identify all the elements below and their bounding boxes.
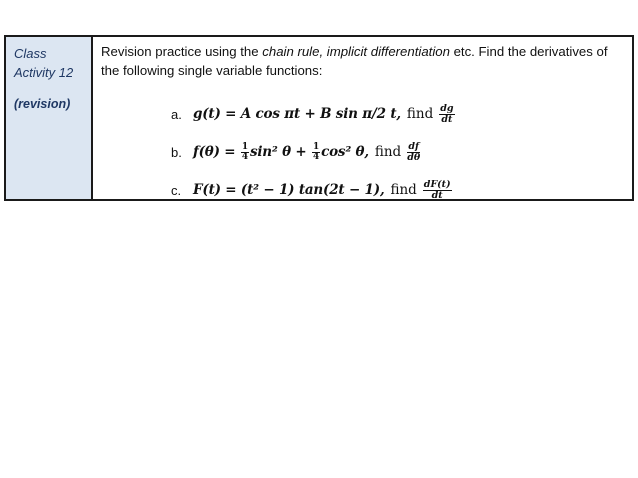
fraction-denominator: dt [441, 113, 453, 125]
function-expression: g(t) = A cos πt + B sin π/2 t, [193, 106, 401, 122]
activity-number-label: Activity 12 [14, 65, 74, 80]
derivative-fraction [407, 142, 420, 163]
exercise-a [171, 95, 455, 133]
exercise-b [171, 133, 455, 171]
intro-separator: , [319, 44, 327, 59]
function-expression [193, 143, 369, 162]
coefficient-fraction [312, 143, 320, 162]
exercise-list [171, 95, 455, 209]
fraction-denominator: dt [431, 189, 443, 201]
fraction-numerator: dF(t) [423, 178, 451, 190]
fraction-numerator: 1 [313, 141, 320, 152]
item-marker: b. [171, 144, 182, 160]
fraction-denominator: 4 [241, 151, 248, 162]
item-marker: c. [171, 182, 182, 198]
revision-label: (revision) [14, 97, 71, 111]
find-word: find [390, 182, 417, 198]
activity-label-cell [6, 37, 93, 199]
class-label: Class [14, 46, 47, 61]
chain-rule-term: chain rule [262, 44, 320, 59]
implicit-diff-term: implicit differentiation [326, 44, 450, 59]
activity-table [4, 35, 634, 201]
fraction-numerator: dg [440, 102, 454, 114]
function-expression: F(t) = (t² − 1) tan(2t − 1), [193, 182, 385, 198]
expr-part: sin² θ + [249, 143, 312, 160]
expr-part: cos² θ, [321, 143, 369, 160]
derivative-fraction [423, 180, 452, 201]
activity-content-cell [93, 37, 632, 199]
intro-text [101, 42, 632, 80]
intro-part: Revision practice using the [101, 44, 263, 59]
fraction-denominator: 4 [313, 151, 320, 162]
derivative-fraction [439, 104, 454, 125]
coefficient-fraction [241, 143, 249, 162]
fraction-numerator: df [408, 140, 420, 152]
find-word: find [406, 106, 434, 122]
intro-part: etc. Find the derivatives of [449, 44, 608, 59]
intro-line-2: the following single variable functions: [101, 63, 323, 78]
fraction-numerator: 1 [241, 141, 248, 152]
find-word: find [374, 144, 402, 160]
expr-part: f(θ) = [193, 143, 240, 160]
item-marker: a. [171, 106, 182, 122]
exercise-c [171, 171, 455, 209]
fraction-denominator: dθ [407, 151, 421, 163]
